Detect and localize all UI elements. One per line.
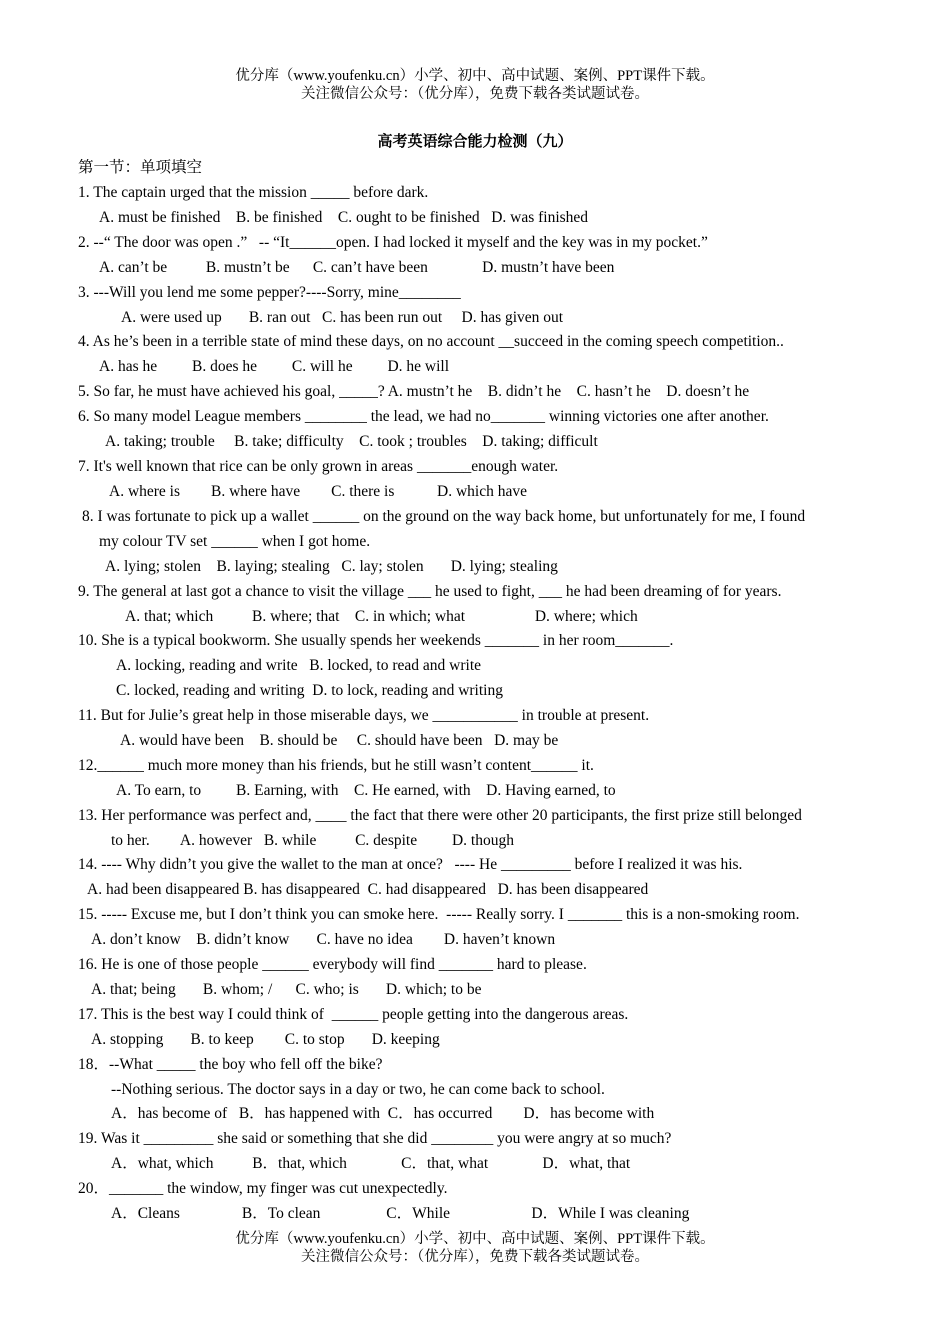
question-14: 14. ---- Why didn’t you give the wallet to the man at once? ---- He _________ before I realized it was his. [78,856,743,873]
options-1: A. must be finished B. be finished C. ought to be finished D. was finished [99,209,589,226]
document-title: 高考英语综合能力检测（九） [377,134,573,150]
question-1: 1. The captain urged that the mission _____ before dark. [78,184,429,201]
question-20: 20．_______ the window, my finger was cut unexpectedly. [78,1180,448,1197]
options-19: A．what, which B．that, which C．that, what D．what, that [111,1155,631,1172]
question-13: 13. Her performance was perfect and, ____ the fact that there were other 20 participants, the first prize still belonged [78,807,802,824]
options-6: A. taking; trouble B. take; difficulty C. took ; troubles D. taking; difficult [105,433,598,450]
question-5: 5. So far, he must have achieved his goal, _____? A. mustn’t he B. didn’t he C. hasn’t he D. doesn’t he [78,383,750,400]
question-18-cont: --Nothing serious. The doctor says in a day or two, he can come back to school. [111,1081,605,1098]
options-7: A. where is B. where have C. there is D. which have [109,483,527,500]
options-20: A．Cleans B．To clean C．While D．While I was cleaning [111,1205,690,1222]
options-16: A. that; being B. whom; / C. who; is D. which; to be [91,981,482,998]
section-heading: 第一节：单项填空 [78,159,203,176]
options-2: A. can’t be B. mustn’t be C. can’t have been D. mustn’t have been [99,259,615,276]
question-9: 9. The general at last got a chance to visit the village ___ he used to fight, ___ he had been dreaming of for years. [78,583,782,600]
question-6: 6. So many model League members ________ the lead, we had no_______ winning victories one after another. [78,408,769,425]
options-4: A. has he B. does he C. will he D. he will [99,358,450,375]
options-8: A. lying; stolen B. laying; stealing C. lay; stolen D. lying; stealing [105,558,558,575]
question-17: 17. This is the best way I could think of ______ people getting into the dangerous areas. [78,1006,629,1023]
site-header-line-2: 关注微信公众号：（优分库），免费下载各类试题试卷。 [301,86,649,102]
question-10: 10. She is a typical bookworm. She usually spends her weekends _______ in her room_______. [78,632,674,649]
question-16: 16. He is one of those people ______ everybody will find _______ hard to please. [78,956,587,973]
question-11: 11. But for Julie’s great help in those miserable days, we ___________ in trouble at present. [78,707,650,724]
site-footer-line-1: 优分库（www.youfenku.cn）小学、初中、高中试题、案例、PPT课件下载。 [235,1231,715,1247]
options-9: A. that; which B. where; that C. in which; what D. where; which [125,608,638,625]
options-14: A. had been disappeared B. has disappeared C. had disappeared D. has been disappeared [87,881,649,898]
options-3: A. were used up B. ran out C. has been run out D. has given out [121,309,564,326]
question-13-cont: to her. A. however B. while C. despite D. though [111,832,514,849]
question-3: 3. ---Will you lend me some pepper?----Sorry, mine________ [78,284,461,301]
options-17: A. stopping B. to keep C. to stop D. keeping [91,1031,440,1048]
question-4: 4. As he’s been in a terrible state of mind these days, on no account __succeed in the coming speech competition.. [78,333,784,350]
options-10a: A. locking, reading and write B. locked, to read and write [116,657,481,674]
options-15: A. don’t know B. didn’t know C. have no idea D. haven’t known [91,931,556,948]
question-19: 19. Was it _________ she said or something that she did ________ you were angry at so much? [78,1130,672,1147]
question-12: 12.______ much more money than his friends, but he still wasn’t content______ it. [78,757,594,774]
site-header-line-1: 优分库（www.youfenku.cn）小学、初中、高中试题、案例、PPT课件下载。 [235,68,715,84]
options-11: A. would have been B. should be C. should have been D. may be [120,732,559,749]
question-8-cont: my colour TV set ______ when I got home. [99,533,371,550]
question-8: 8. I was fortunate to pick up a wallet ______ on the ground on the way back home, but unfortunately for me, I found [82,508,806,525]
question-7: 7. It's well known that rice can be only grown in areas _______enough water. [78,458,559,475]
options-10b: C. locked, reading and writing D. to lock, reading and writing [116,682,503,699]
options-12: A. To earn, to B. Earning, with C. He earned, with D. Having earned, to [116,782,616,799]
site-footer-line-2: 关注微信公众号：（优分库），免费下载各类试题试卷。 [301,1249,649,1265]
question-15: 15. ----- Excuse me, but I don’t think you can smoke here. ----- Really sorry. I _______ this is a non-smoking room. [78,906,800,923]
options-18: A．has become of B．has happened with C．has occurred D．has become with [111,1105,655,1122]
question-18: 18．--What _____ the boy who fell off the bike? [78,1056,383,1073]
question-2: 2. --“ The door was open .” -- “It______open. I had locked it myself and the key was in my pocket.” [78,234,708,251]
